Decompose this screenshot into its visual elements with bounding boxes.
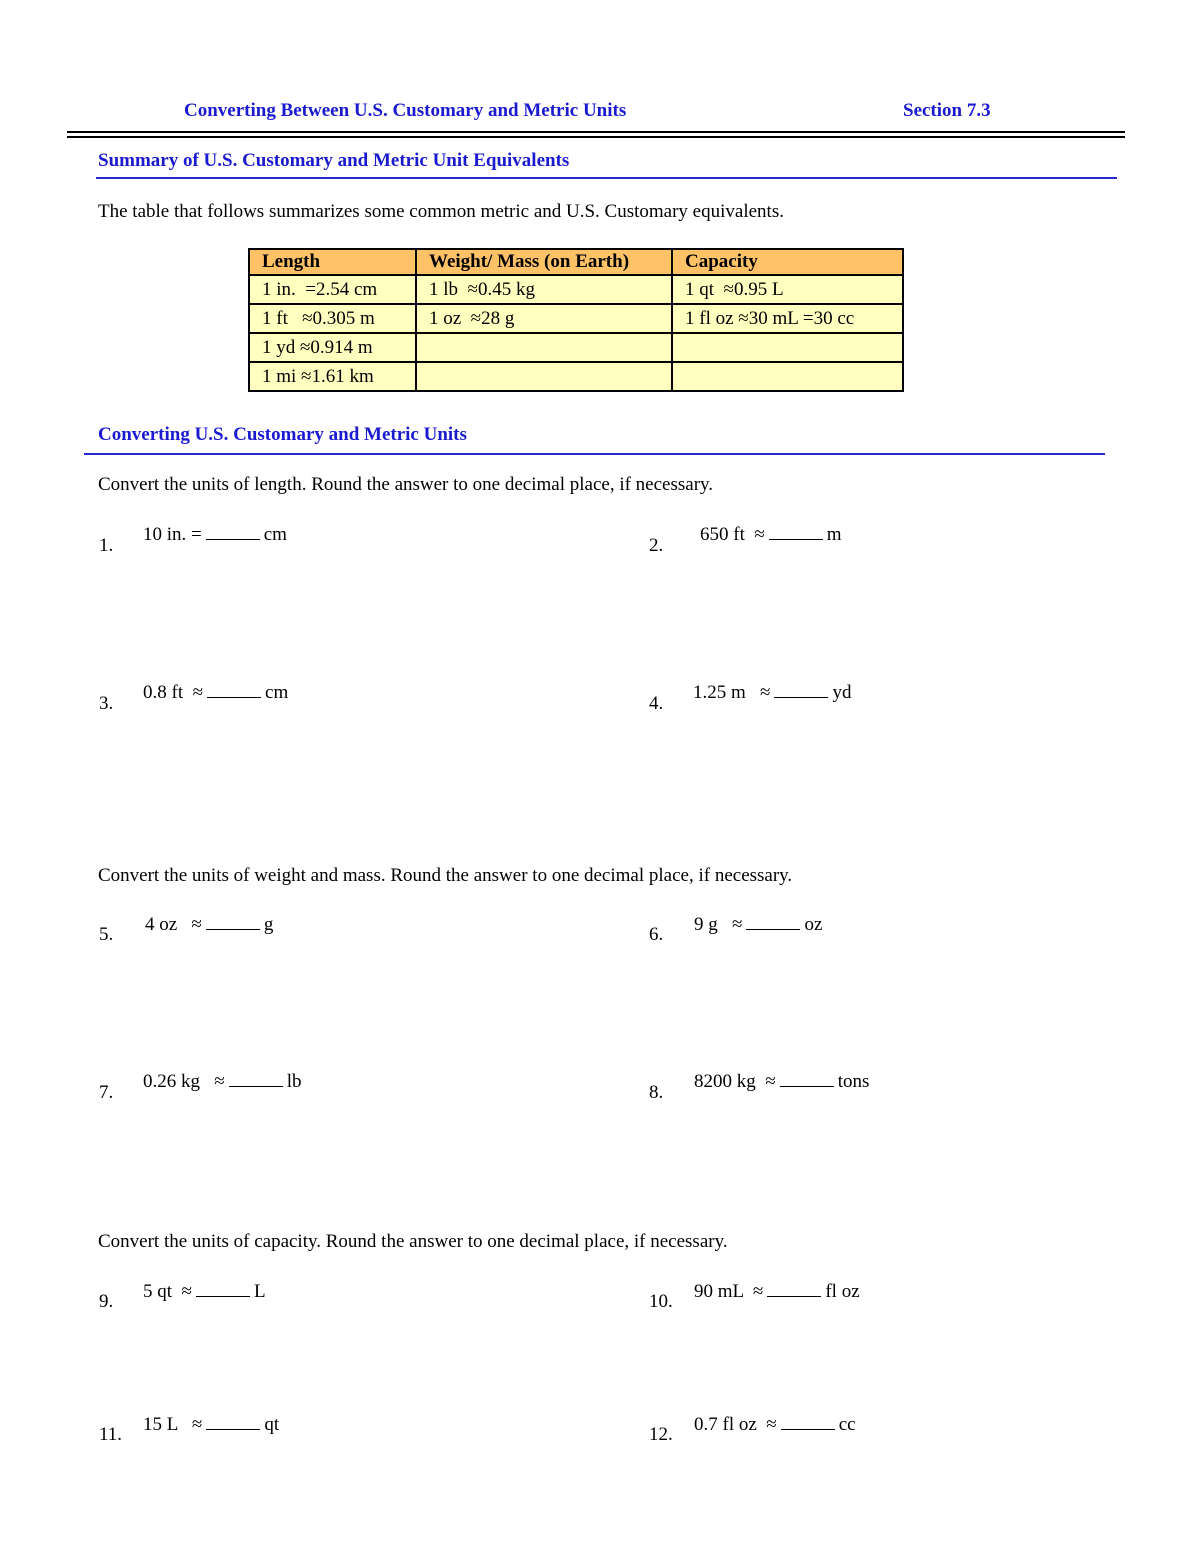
table-row	[249, 333, 903, 362]
problem-item	[700, 524, 842, 546]
problem-number: 11.	[99, 1424, 123, 1445]
problem-item	[143, 1071, 301, 1093]
header-capacity: Capacity	[672, 249, 903, 275]
summary-intro: The table that follows summarizes some common metric and U.S. Customary equivalents.	[98, 201, 784, 222]
problem-item	[143, 1414, 279, 1436]
problem-expression: 10 in. =	[143, 524, 202, 545]
answer-blank[interactable]	[780, 1085, 834, 1087]
problem-number: 2.	[649, 535, 664, 556]
problem-item	[143, 682, 288, 704]
weight-instruction: Convert the units of weight and mass. Round the answer to one decimal place, if necessary.	[98, 865, 793, 886]
answer-blank[interactable]	[207, 696, 261, 698]
problem-number: 6.	[649, 924, 664, 945]
header-length: Length	[249, 249, 416, 275]
problem-unit: cm	[263, 524, 287, 545]
table-cell: 1 mi ≈1.61 km	[249, 362, 416, 391]
table-cell: 1 fl oz ≈30 mL =30 cc	[672, 304, 903, 333]
problem-unit: lb	[286, 1071, 302, 1092]
answer-blank[interactable]	[196, 1295, 250, 1297]
problem-item	[694, 1281, 860, 1303]
table-cell	[416, 362, 672, 391]
problem-unit: yd	[832, 682, 852, 703]
table-header-row	[249, 249, 903, 275]
problem-number: 7.	[99, 1082, 114, 1103]
summary-heading: Summary of U.S. Customary and Metric Unit Equivalents	[98, 150, 570, 171]
table-row	[249, 362, 903, 391]
header-rule-top	[67, 131, 1125, 133]
table-cell	[416, 333, 672, 362]
section-number: Section 7.3	[903, 100, 991, 121]
problem-item	[143, 524, 287, 546]
answer-blank[interactable]	[781, 1428, 835, 1430]
problem-expression: 15 L ≈	[143, 1414, 203, 1435]
problem-unit: fl oz	[825, 1281, 860, 1302]
problem-unit: g	[263, 914, 274, 935]
table-row	[249, 304, 903, 333]
length-instruction: Convert the units of length. Round the answer to one decimal place, if necessary.	[98, 474, 714, 495]
problem-item	[145, 914, 273, 936]
problem-expression: 9 g ≈	[694, 914, 743, 935]
problem-expression: 4 oz ≈	[145, 914, 202, 935]
problem-item	[694, 1071, 869, 1093]
problem-number: 8.	[649, 1082, 664, 1103]
header-weight-mass: Weight/ Mass (on Earth)	[416, 249, 672, 275]
problem-expression: 0.7 fl oz ≈	[694, 1414, 777, 1435]
converting-heading: Converting U.S. Customary and Metric Units	[98, 424, 467, 445]
problem-unit: tons	[837, 1071, 870, 1092]
answer-blank[interactable]	[774, 696, 828, 698]
table-cell	[672, 333, 903, 362]
problem-unit: qt	[264, 1414, 280, 1435]
table-cell: 1 lb ≈0.45 kg	[416, 275, 672, 304]
problem-unit: oz	[804, 914, 823, 935]
problem-number: 10.	[649, 1291, 673, 1312]
problem-number: 5.	[99, 924, 114, 945]
problem-number: 12.	[649, 1424, 673, 1445]
converting-heading-rule	[84, 453, 1105, 455]
table-cell	[672, 362, 903, 391]
problem-expression: 5 qt ≈	[143, 1281, 192, 1302]
table-cell: 1 yd ≈0.914 m	[249, 333, 416, 362]
problem-number: 3.	[99, 693, 114, 714]
problem-unit: cc	[838, 1414, 856, 1435]
problem-item	[694, 1414, 856, 1436]
table-cell: 1 qt ≈0.95 L	[672, 275, 903, 304]
answer-blank[interactable]	[229, 1085, 283, 1087]
answer-blank[interactable]	[206, 1428, 260, 1430]
equivalents-table	[248, 248, 904, 392]
answer-blank[interactable]	[769, 538, 823, 540]
problem-unit: L	[253, 1281, 266, 1302]
summary-heading-rule	[96, 177, 1117, 179]
problem-number: 9.	[99, 1291, 114, 1312]
problem-expression: 1.25 m ≈	[693, 682, 771, 703]
problem-expression: 0.26 kg ≈	[143, 1071, 225, 1092]
problem-expression: 0.8 ft ≈	[143, 682, 204, 703]
problem-expression: 8200 kg ≈	[694, 1071, 776, 1092]
problem-item	[693, 682, 851, 704]
table-row	[249, 275, 903, 304]
problem-item	[143, 1281, 266, 1303]
problem-number: 4.	[649, 693, 664, 714]
answer-blank[interactable]	[767, 1295, 821, 1297]
problem-expression: 90 mL ≈	[694, 1281, 764, 1302]
table-cell: 1 oz ≈28 g	[416, 304, 672, 333]
table-cell: 1 in. =2.54 cm	[249, 275, 416, 304]
problem-item	[694, 914, 822, 936]
answer-blank[interactable]	[206, 538, 260, 540]
answer-blank[interactable]	[746, 928, 800, 930]
page-title: Converting Between U.S. Customary and Metric Units	[184, 100, 627, 121]
problem-expression: 650 ft ≈	[700, 524, 765, 545]
problem-unit: cm	[265, 682, 289, 703]
answer-blank[interactable]	[206, 928, 260, 930]
header-rule-bottom	[67, 136, 1125, 138]
capacity-instruction: Convert the units of capacity. Round the answer to one decimal place, if necessary.	[98, 1231, 728, 1252]
table-cell: 1 ft ≈0.305 m	[249, 304, 416, 333]
problem-number: 1.	[99, 535, 114, 556]
problem-unit: m	[826, 524, 842, 545]
